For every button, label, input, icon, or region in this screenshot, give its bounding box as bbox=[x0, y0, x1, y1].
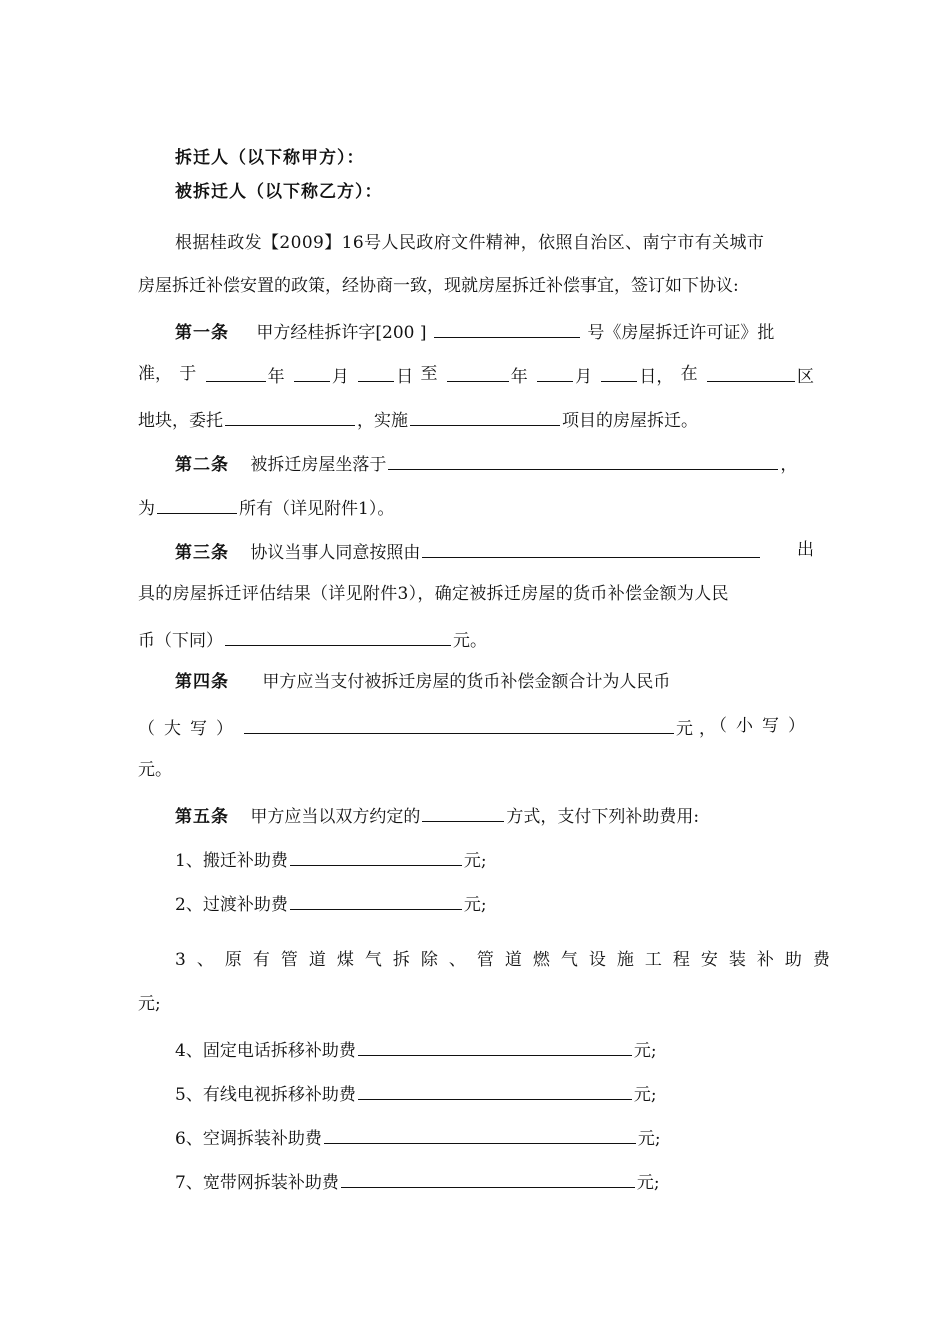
article-2-line-1 bbox=[175, 450, 851, 477]
article-1-line-1 bbox=[175, 318, 851, 345]
list-item bbox=[175, 1036, 851, 1063]
item-suffix: 元; bbox=[633, 1085, 657, 1105]
party-b-label: 被拆迁人（以下称乙方）： bbox=[175, 182, 383, 202]
article-2-text-2: ， bbox=[780, 455, 798, 475]
item-suffix: 元; bbox=[463, 895, 487, 915]
start-day-blank[interactable] bbox=[358, 362, 394, 382]
item-label: 6、空调拆装补助费 bbox=[175, 1129, 322, 1149]
article-2-text-1: 被拆迁房屋坐落于 bbox=[250, 455, 387, 475]
article-5-text-2: 方式，支付下列补助费用: bbox=[506, 807, 700, 827]
lowercase-label: （小写） bbox=[710, 716, 814, 736]
district-label: 区 bbox=[796, 367, 814, 387]
item-suffix: 元; bbox=[463, 851, 487, 871]
payment-method-blank[interactable] bbox=[422, 802, 504, 822]
article-3-line-2: 具的房屋拆迁评估结果（详见附件3），确定被拆迁房屋的货币补偿金额为人民 bbox=[138, 584, 729, 604]
at-label: 在 bbox=[680, 364, 698, 384]
start-month-blank[interactable] bbox=[294, 362, 330, 382]
compensation-amount-blank[interactable] bbox=[225, 626, 451, 646]
transition-fee-blank[interactable] bbox=[290, 890, 462, 910]
ac-fee-blank[interactable] bbox=[324, 1124, 636, 1144]
day-label: 日， bbox=[639, 367, 674, 387]
article-3-text-3: 币（下同） bbox=[138, 631, 223, 651]
article-5-line-1 bbox=[175, 802, 851, 829]
article-1-text-1: 甲方经桂拆许字[200 ] bbox=[256, 323, 427, 343]
item-label: 5、有线电视拆移补助费 bbox=[175, 1085, 356, 1105]
article-1-word: 于 bbox=[179, 364, 197, 384]
end-month-blank[interactable] bbox=[537, 362, 573, 382]
permit-number-blank[interactable] bbox=[434, 318, 580, 338]
article-3-line-3 bbox=[138, 626, 814, 653]
article-4-line-3: 元。 bbox=[138, 760, 172, 780]
item-suffix: 元; bbox=[636, 1173, 660, 1193]
month-label: 月 bbox=[575, 367, 593, 387]
start-year-blank[interactable] bbox=[206, 362, 266, 382]
item-label: 7、宽带网拆装补助费 bbox=[175, 1173, 339, 1193]
yuan-label: 元， bbox=[676, 719, 722, 739]
appraiser-blank[interactable] bbox=[422, 538, 760, 558]
list-item bbox=[175, 1124, 851, 1151]
item-suffix: 元; bbox=[633, 1041, 657, 1061]
end-day-blank[interactable] bbox=[601, 362, 637, 382]
article-3-title: 第三条 bbox=[175, 543, 229, 563]
day-label: 日 bbox=[396, 367, 414, 387]
article-3-text-2: 出 bbox=[797, 540, 814, 560]
article-1-text-4: ，实施 bbox=[357, 411, 408, 431]
year-label: 年 bbox=[510, 367, 528, 387]
cable-tv-fee-blank[interactable] bbox=[358, 1080, 632, 1100]
article-4-title: 第四条 bbox=[175, 672, 229, 692]
uppercase-label: （大写） bbox=[138, 719, 242, 739]
to-label: 至 bbox=[420, 364, 438, 384]
item-label: 4、固定电话拆移补助费 bbox=[175, 1041, 356, 1061]
list-item bbox=[175, 890, 851, 917]
list-item bbox=[175, 846, 851, 873]
article-5-title: 第五条 bbox=[175, 807, 229, 827]
article-1-line-2 bbox=[138, 362, 814, 389]
district-blank[interactable] bbox=[707, 362, 795, 382]
entrusted-party-blank[interactable] bbox=[225, 406, 355, 426]
location-blank[interactable] bbox=[388, 450, 778, 470]
article-1-text-5: 项目的房屋拆迁。 bbox=[562, 411, 698, 431]
article-5-text-1: 甲方应当以双方约定的 bbox=[250, 807, 421, 827]
article-2-title: 第二条 bbox=[175, 455, 229, 475]
list-item bbox=[175, 1080, 851, 1107]
article-4-text-1: 甲方应当支付被拆迁房屋的货币补偿金额合计为人民币 bbox=[262, 672, 671, 692]
list-item: 3、原有管道煤气拆除、管道燃气设施工程安装补助费 bbox=[175, 950, 841, 970]
end-year-blank[interactable] bbox=[447, 362, 509, 382]
year-label: 年 bbox=[267, 367, 285, 387]
article-1-word: 准， bbox=[138, 364, 172, 384]
article-4-line-1 bbox=[175, 670, 851, 694]
article-2-text-3: 为 bbox=[138, 499, 155, 519]
phone-fee-blank[interactable] bbox=[358, 1036, 632, 1056]
item-label: 1、搬迁补助费 bbox=[175, 851, 288, 871]
article-1-text-2: 号《房屋拆迁许可证》批 bbox=[587, 323, 775, 343]
list-item bbox=[175, 1168, 851, 1195]
relocation-fee-blank[interactable] bbox=[290, 846, 462, 866]
month-label: 月 bbox=[331, 367, 349, 387]
amount-uppercase-blank[interactable] bbox=[244, 714, 674, 734]
project-name-blank[interactable] bbox=[410, 406, 560, 426]
article-4-line-2 bbox=[138, 714, 814, 741]
article-2-text-4: 所有（详见附件1）。 bbox=[239, 499, 395, 519]
article-3-text-1: 协议当事人同意按照由 bbox=[250, 543, 421, 563]
party-a-label: 拆迁人（以下称甲方）： bbox=[175, 148, 365, 168]
article-3-line-1 bbox=[175, 538, 814, 565]
owner-blank[interactable] bbox=[157, 494, 237, 514]
article-1-text-3: 地块，委托 bbox=[138, 411, 223, 431]
article-2-line-2 bbox=[138, 494, 814, 521]
intro-line-2: 房屋拆迁补偿安置的政策，经协商一致，现就房屋拆迁补偿事宜，签订如下协议: bbox=[138, 276, 739, 296]
list-item-suffix: 元; bbox=[138, 994, 161, 1014]
intro-line-1: 根据桂政发【2009】16号人民政府文件精神，依照自治区、南宁市有关城市 bbox=[175, 233, 765, 253]
item-suffix: 元; bbox=[637, 1129, 661, 1149]
article-3-text-4: 元。 bbox=[453, 631, 487, 651]
item-label: 2、过渡补助费 bbox=[175, 895, 288, 915]
article-1-line-3 bbox=[138, 406, 814, 433]
article-1-title: 第一条 bbox=[175, 323, 229, 343]
broadband-fee-blank[interactable] bbox=[341, 1168, 635, 1188]
